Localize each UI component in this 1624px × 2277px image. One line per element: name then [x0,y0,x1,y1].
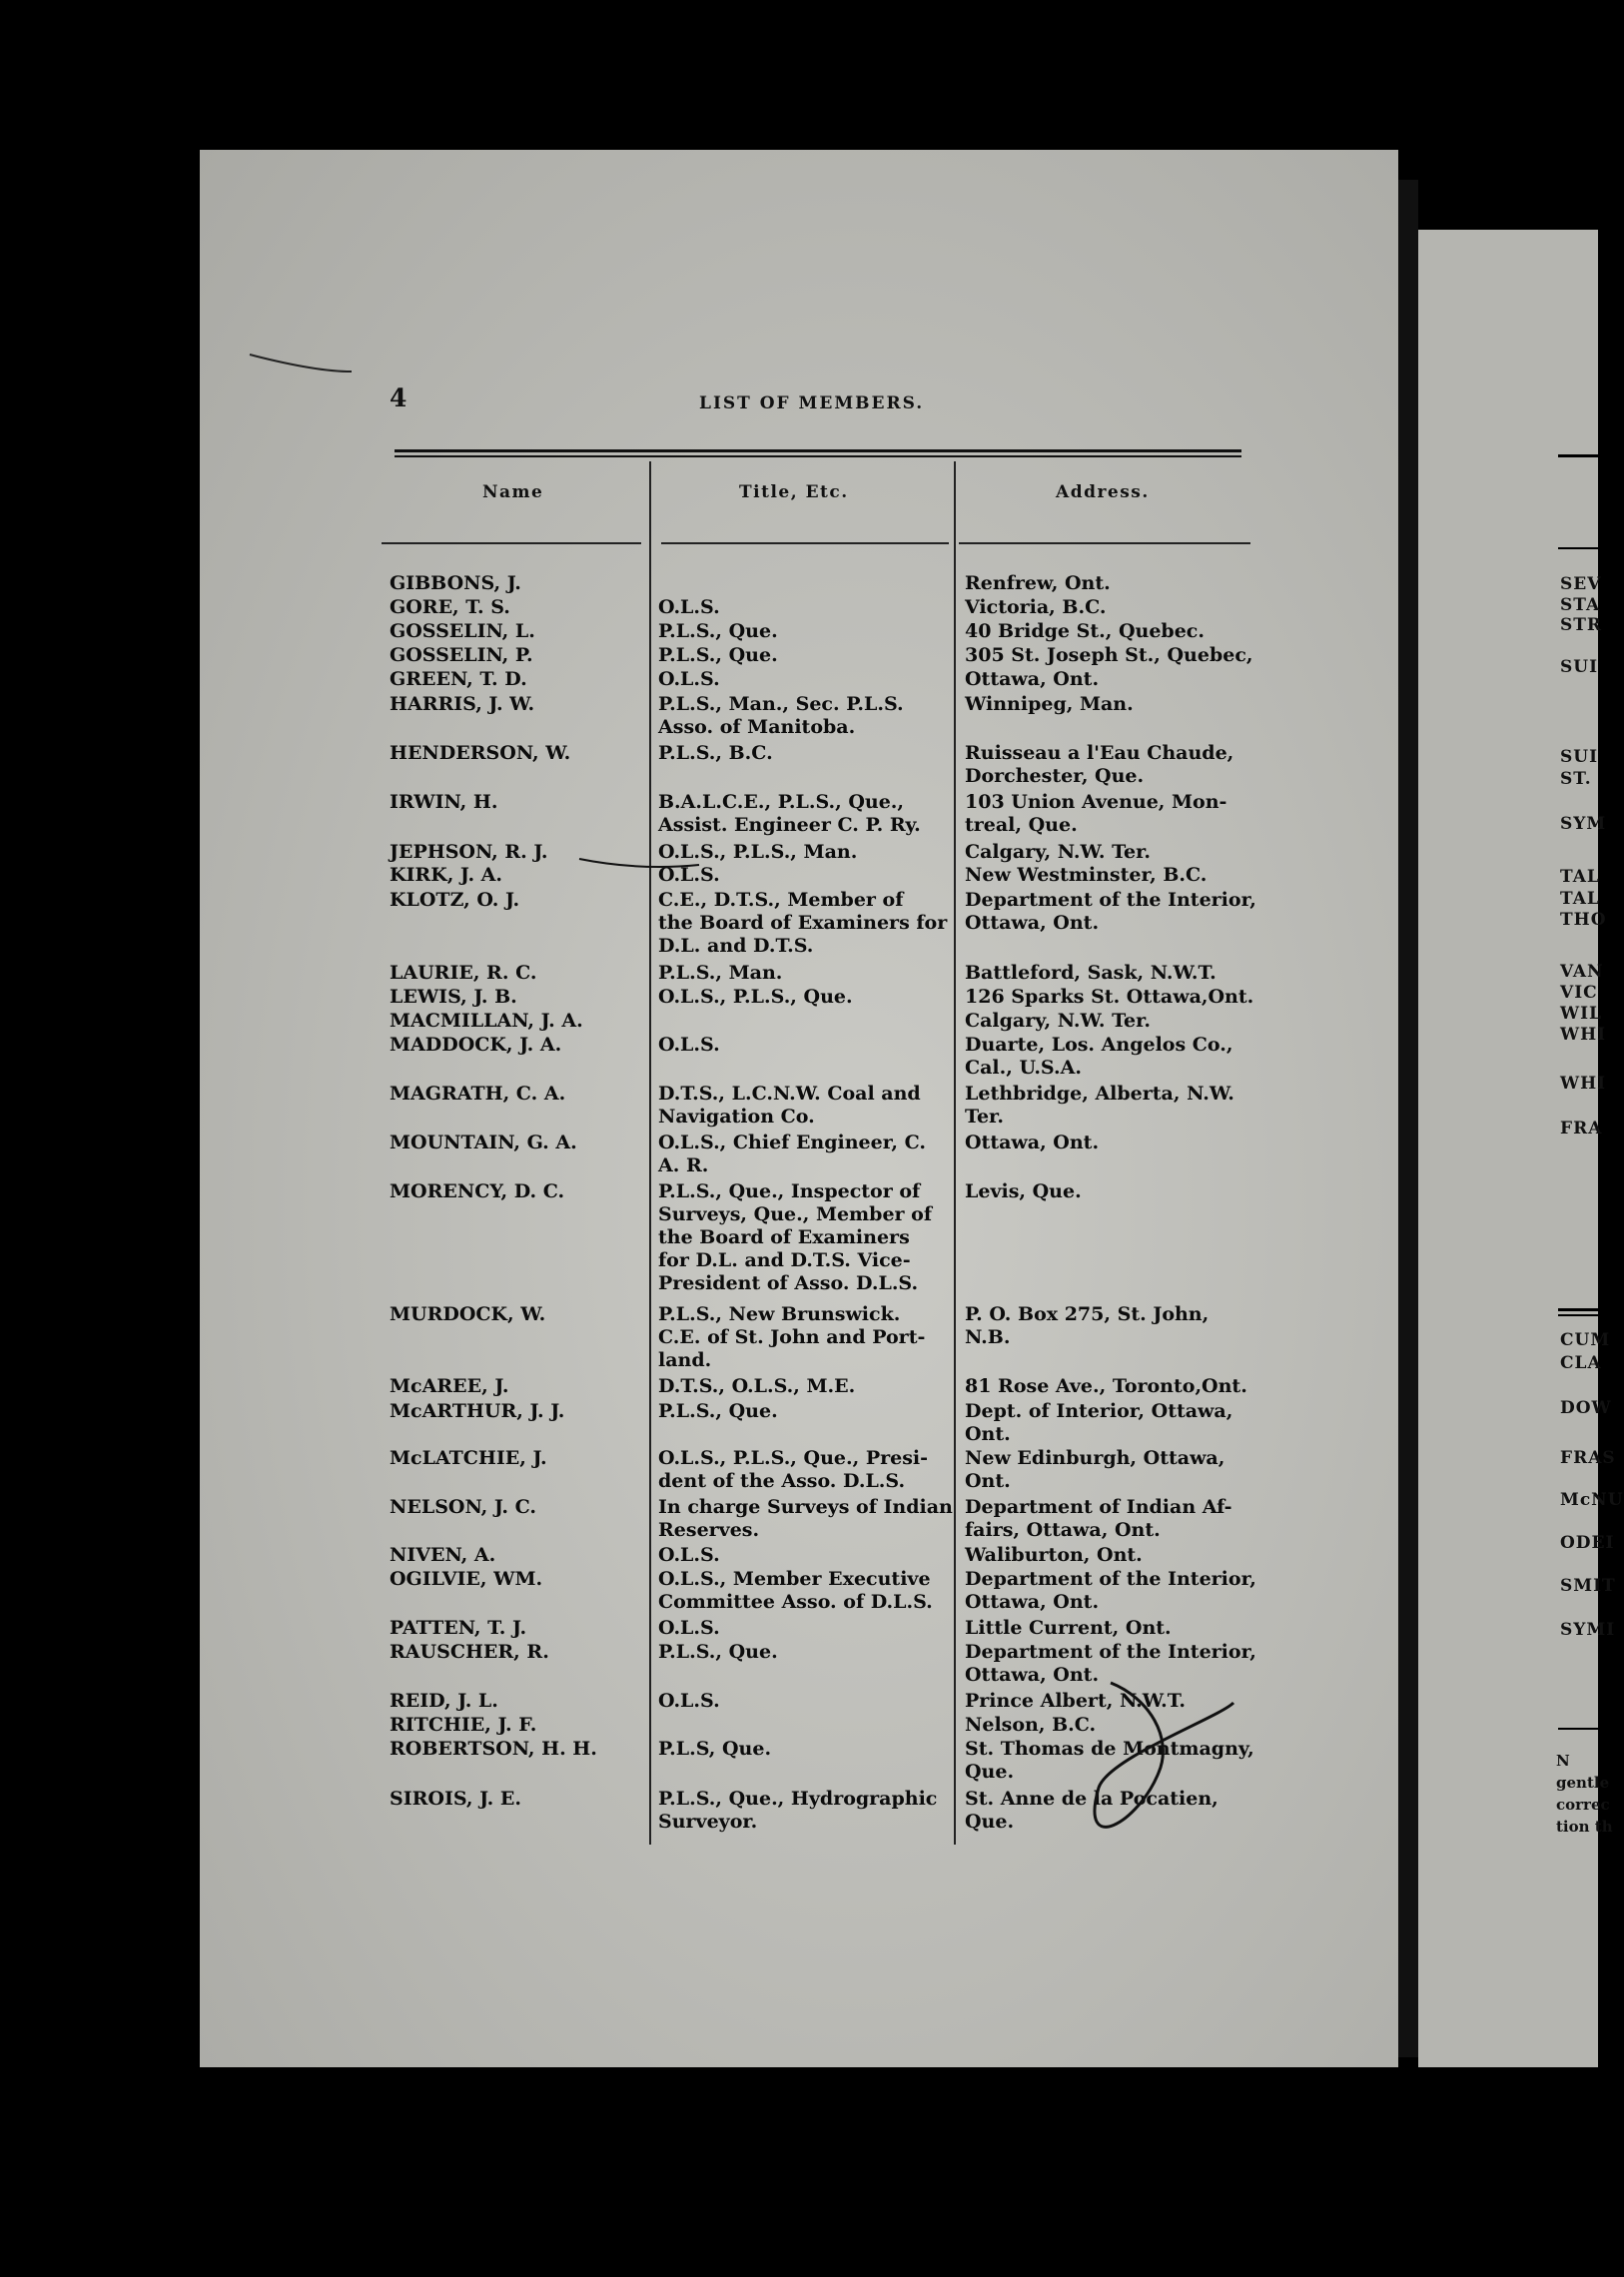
adjacent-page-fragment: McNU [1560,1490,1624,1510]
adjacent-page-fragment: THO [1560,910,1607,930]
member-address: Ottawa, Ont. [965,668,1100,690]
member-title: O.L.S. [658,596,720,618]
member-title: O.L.S. [658,1690,720,1712]
member-address: 40 Bridge St., Quebec. [965,620,1205,642]
member-title: B.A.L.C.E., P.L.S., Que., Assist. Engineer C. P. Ry. [658,791,921,836]
adjacent-page-fragment: FRA [1560,1119,1603,1138]
member-address: New Westminster, B.C. [965,864,1208,886]
member-title: O.L.S., Member Executive Committee Asso. of D.L.S. [658,1568,933,1613]
member-address: 305 St. Joseph St., Quebec, [965,644,1253,666]
member-title: D.T.S., L.C.N.W. Coal and Navigation Co. [658,1083,921,1128]
member-address: Renfrew, Ont. [965,572,1111,594]
pen-mark-margin [250,355,352,372]
adjacent-page-fragment: DOW [1560,1398,1612,1418]
member-name: McAREE, J. [390,1375,509,1397]
member-address: 81 Rose Ave., Toronto,Ont. [965,1375,1247,1397]
member-name: ROBERTSON, H. H. [390,1738,597,1760]
adjacent-page-fragment: ST. [1560,769,1592,789]
member-name: GIBBONS, J. [390,572,521,594]
member-name: NELSON, J. C. [390,1496,537,1518]
member-address: Waliburton, Ont. [965,1544,1143,1566]
member-name: LEWIS, J. B. [390,986,517,1008]
adjacent-page-fragment: SYM [1560,814,1607,834]
column-header-address: Address. [1056,482,1150,502]
member-title: O.L.S. [658,1544,720,1566]
member-title: C.E., D.T.S., Member of the Board of Examiners for D.L. and D.T.S. [658,889,948,957]
member-name: GORE, T. S. [390,596,510,618]
member-address: Dept. of Interior, Ottawa, Ont. [965,1400,1233,1445]
member-title: P.L.S., B.C. [658,742,773,764]
member-address: Nelson, B.C. [965,1714,1097,1736]
member-name: McLATCHIE, J. [390,1447,547,1469]
member-name: McARTHUR, J. J. [390,1400,565,1422]
member-address: 126 Sparks St. Ottawa,Ont. [965,986,1254,1008]
member-address: Department of the Interior, Ottawa, Ont. [965,1641,1256,1686]
pen-mark-circle [1095,1683,1233,1827]
member-title: P.L.S., Que. [658,1641,778,1663]
member-title: In charge Surveys of Indian Reserves. [658,1496,953,1541]
adjacent-page-fragment: TAL [1560,889,1600,909]
member-name: IRWIN, H. [390,791,498,813]
member-address: Victoria, B.C. [965,596,1107,618]
adjacent-page-fragment: CLA [1560,1353,1602,1373]
member-name: MACMILLAN, J. A. [390,1010,583,1032]
pen-mark-stroke [579,859,699,867]
member-address: Duarte, Los. Angelos Co., Cal., U.S.A. [965,1034,1233,1079]
member-address: Little Current, Ont. [965,1617,1172,1639]
page-number: 4 [390,383,407,412]
member-title: P.L.S., Que. [658,644,778,666]
member-name: OGILVIE, WM. [390,1568,543,1590]
member-address: Winnipeg, Man. [965,693,1134,715]
member-address: P. O. Box 275, St. John, N.B. [965,1303,1210,1348]
member-name: REID, J. L. [390,1690,498,1712]
adjacent-page-fragment: FRAS [1560,1448,1616,1468]
member-name: PATTEN, T. J. [390,1617,527,1639]
adjacent-page-fragment: VIC [1560,983,1598,1003]
member-address: Calgary, N.W. Ter. [965,1010,1152,1032]
member-name: KIRK, J. A. [390,864,503,886]
member-name: LAURIE, R. C. [390,962,537,984]
adjacent-page-fragment: STR [1560,615,1603,635]
adjacent-page-fragment: WHI [1560,1074,1607,1094]
adjacent-page-fragment: SEV [1560,574,1602,594]
adjacent-page-fragment: STA [1560,595,1601,615]
member-title: O.L.S., P.L.S., Man. [658,841,858,863]
member-name: HARRIS, J. W. [390,693,535,715]
member-address: New Edinburgh, Ottawa, Ont. [965,1447,1225,1492]
adjacent-page-fragment: CUM [1560,1330,1611,1350]
member-address: Calgary, N.W. Ter. [965,841,1152,863]
member-name: SIROIS, J. E. [390,1788,521,1810]
member-name: KLOTZ, O. J. [390,889,520,911]
member-title: P.L.S., New Brunswick. C.E. of St. John and Port- land. [658,1303,926,1371]
column-header-name: Name [482,482,544,502]
member-address: Department of the Interior, Ottawa, Ont. [965,1568,1256,1613]
member-address: St. Anne de la Pocatien, Que. [965,1788,1218,1833]
member-address: 103 Union Avenue, Mon- treal, Que. [965,791,1227,836]
member-name: MURDOCK, W. [390,1303,546,1325]
member-title: P.L.S., Que. [658,620,778,642]
member-title: O.L.S. [658,1617,720,1639]
page-title: LIST OF MEMBERS. [699,393,925,413]
member-address: Prince Albert, N.W.T. [965,1690,1187,1712]
member-name: NIVEN, A. [390,1544,496,1566]
member-address: St. Thomas de Montmagny, Que. [965,1738,1254,1783]
member-title: O.L.S., P.L.S., Que. [658,986,853,1008]
member-address: Ottawa, Ont. [965,1132,1100,1153]
member-address: Department of Indian Af- fairs, Ottawa, Ont. [965,1496,1232,1541]
member-title: O.L.S., Chief Engineer, C. A. R. [658,1132,926,1176]
member-name: HENDERSON, W. [390,742,571,764]
member-name: GOSSELIN, P. [390,644,533,666]
column-header-title: Title, Etc. [739,482,849,502]
member-address: Battleford, Sask, N.W.T. [965,962,1217,984]
member-title: P.L.S, Que. [658,1738,772,1760]
member-name: MADDOCK, J. A. [390,1034,562,1056]
member-title: O.L.S. [658,1034,720,1056]
member-address: Lethbridge, Alberta, N.W. Ter. [965,1083,1234,1128]
member-name: JEPHSON, R. J. [390,841,548,863]
member-address: Department of the Interior, Ottawa, Ont. [965,889,1256,934]
member-address: Levis, Que. [965,1180,1082,1202]
member-name: GOSSELIN, L. [390,620,535,642]
member-title: O.L.S. [658,668,720,690]
member-name: MAGRATH, C. A. [390,1083,566,1105]
adjacent-page-fragment: SYMI [1560,1620,1616,1640]
adjacent-page-fragment: WHI [1560,1025,1607,1045]
member-title: P.L.S., Que. [658,1400,778,1422]
member-address: Ruisseau a l'Eau Chaude, Dorchester, Que. [965,742,1234,787]
member-title: D.T.S., O.L.S., M.E. [658,1375,856,1397]
member-name: MOUNTAIN, G. A. [390,1132,577,1153]
member-title: P.L.S., Man., Sec. P.L.S. Asso. of Manitoba. [658,693,904,738]
member-title: O.L.S. [658,864,720,886]
member-title: O.L.S., P.L.S., Que., Presi- dent of the Asso. D.L.S. [658,1447,929,1492]
member-name: RITCHIE, J. F. [390,1714,537,1736]
member-title: P.L.S., Man. [658,962,783,984]
adjacent-page-fragment: WIL [1560,1004,1602,1024]
member-name: MORENCY, D. C. [390,1180,565,1202]
adjacent-page-fragment: SUI [1560,657,1599,677]
adjacent-page-note: N gentle correc tion th [1556,1752,1613,1836]
adjacent-page-fragment: SMIT [1560,1576,1616,1596]
member-name: RAUSCHER, R. [390,1641,549,1663]
adjacent-page-fragment: ODEI [1560,1533,1615,1553]
member-title: P.L.S., Que., Inspector of Surveys, Que., Member of the Board of Examiners for D.L. and D.T.S. Vice- President of Asso. D.L.S. [658,1180,933,1294]
member-name: GREEN, T. D. [390,668,527,690]
member-title: P.L.S., Que., Hydrographic Surveyor. [658,1788,938,1833]
adjacent-page-fragment: VAN [1560,962,1604,982]
adjacent-page-fragment: SUI [1560,747,1599,767]
adjacent-page-fragment: TAL [1560,867,1600,887]
